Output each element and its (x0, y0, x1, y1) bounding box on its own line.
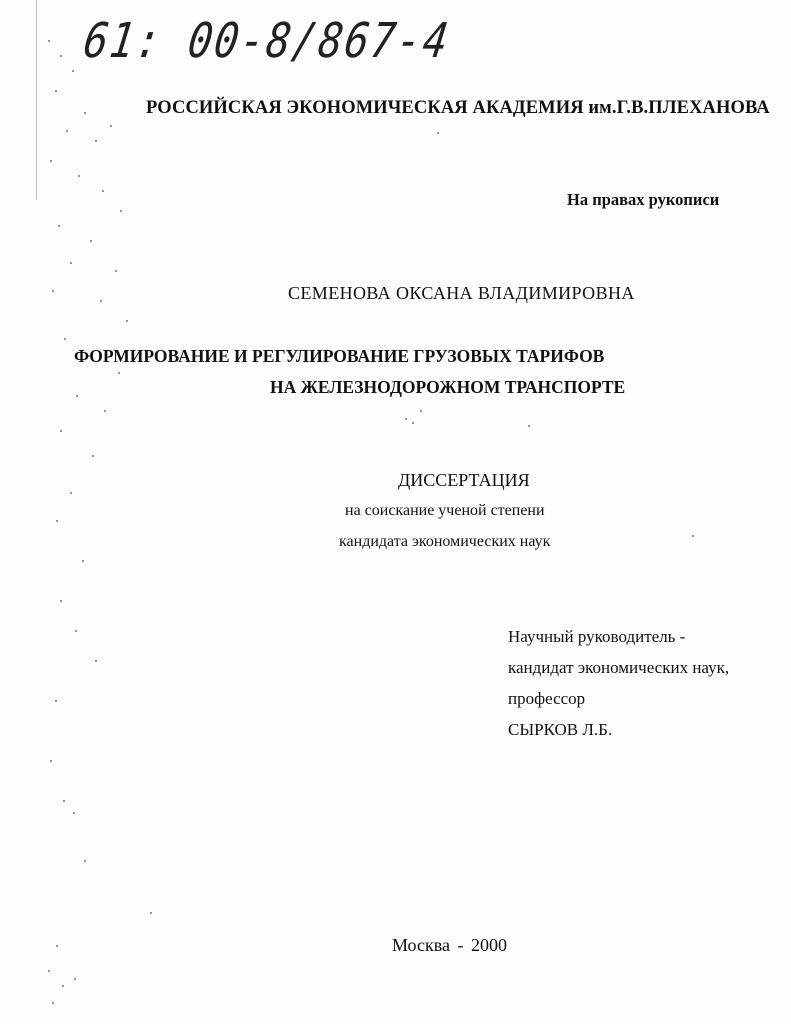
scan-speck (70, 492, 72, 494)
scan-speck (405, 418, 407, 420)
scan-speck (66, 130, 68, 132)
advisor-degree: кандидат экономических наук, (508, 658, 730, 677)
degree-line-1: на соискание ученой степени (345, 502, 545, 519)
scan-speck (412, 422, 414, 424)
thesis-title-line-1: ФОРМИРОВАНИЕ И РЕГУЛИРОВАНИЕ ГРУЗОВЫХ ТАРИФОВ (74, 346, 605, 366)
scan-speck (90, 240, 92, 242)
thesis-title-line-2: НА ЖЕЛЕЗНОДОРОЖНОМ ТРАНСПОРТЕ (270, 377, 626, 397)
scan-speck (84, 112, 86, 114)
scan-speck (420, 410, 422, 412)
scan-speck (110, 125, 112, 127)
scan-speck (60, 430, 62, 432)
scan-speck (126, 320, 128, 322)
scan-speck (55, 700, 57, 702)
scan-speck (528, 425, 530, 427)
scan-speck (48, 970, 50, 972)
scan-speck (63, 800, 65, 802)
scan-speck (118, 372, 120, 374)
scan-speck (95, 140, 97, 142)
institution-name: РОССИЙСКАЯ ЭКОНОМИЧЕСКАЯ АКАДЕМИЯ им.Г.В.ПЛЕХАНОВА (146, 98, 770, 118)
scan-speck (75, 630, 77, 632)
manuscript-rights-note: На правах рукописи (567, 190, 720, 209)
scan-speck (115, 270, 117, 272)
scan-speck (437, 132, 439, 134)
scan-speck (120, 210, 122, 212)
scan-speck (70, 262, 72, 264)
scan-speck (56, 520, 58, 522)
scan-speck (76, 395, 78, 397)
advisor-role: Научный руководитель - (508, 627, 686, 646)
scan-speck (84, 860, 86, 862)
scan-speck (50, 760, 52, 762)
scan-speck (102, 190, 104, 192)
place-and-year: Москва - 2000 (392, 935, 507, 955)
scan-speck (100, 300, 102, 302)
scan-speck (52, 1002, 54, 1004)
scan-speck (78, 175, 80, 177)
scan-speck (60, 55, 62, 57)
scan-speck (62, 985, 64, 987)
scan-speck (48, 40, 50, 42)
scan-speck (104, 410, 106, 412)
scan-speck (64, 338, 66, 340)
scan-speck (72, 70, 74, 72)
scan-speck (52, 290, 54, 292)
scan-speck (150, 912, 152, 914)
advisor-rank: профессор (508, 689, 586, 708)
scan-margin-line (36, 0, 37, 200)
scan-speck (60, 600, 62, 602)
degree-line-2: кандидата экономических наук (339, 533, 551, 550)
document-type: ДИССЕРТАЦИЯ (398, 470, 530, 490)
scan-speck (74, 978, 76, 980)
scan-speck (56, 945, 58, 947)
advisor-name: СЫРКОВ Л.Б. (508, 720, 613, 739)
scan-speck (50, 160, 52, 162)
author-name: СЕМЕНОВА ОКСАНА ВЛАДИМИРОВНА (288, 283, 635, 303)
scan-speck (92, 455, 94, 457)
archive-number-handwritten: 61: 00-8/867-4 (80, 14, 454, 70)
scan-speck (58, 225, 60, 227)
scan-speck (55, 90, 57, 92)
scan-speck (82, 560, 84, 562)
scan-speck (95, 660, 97, 662)
scan-speck (73, 812, 75, 814)
scan-speck (692, 535, 694, 537)
